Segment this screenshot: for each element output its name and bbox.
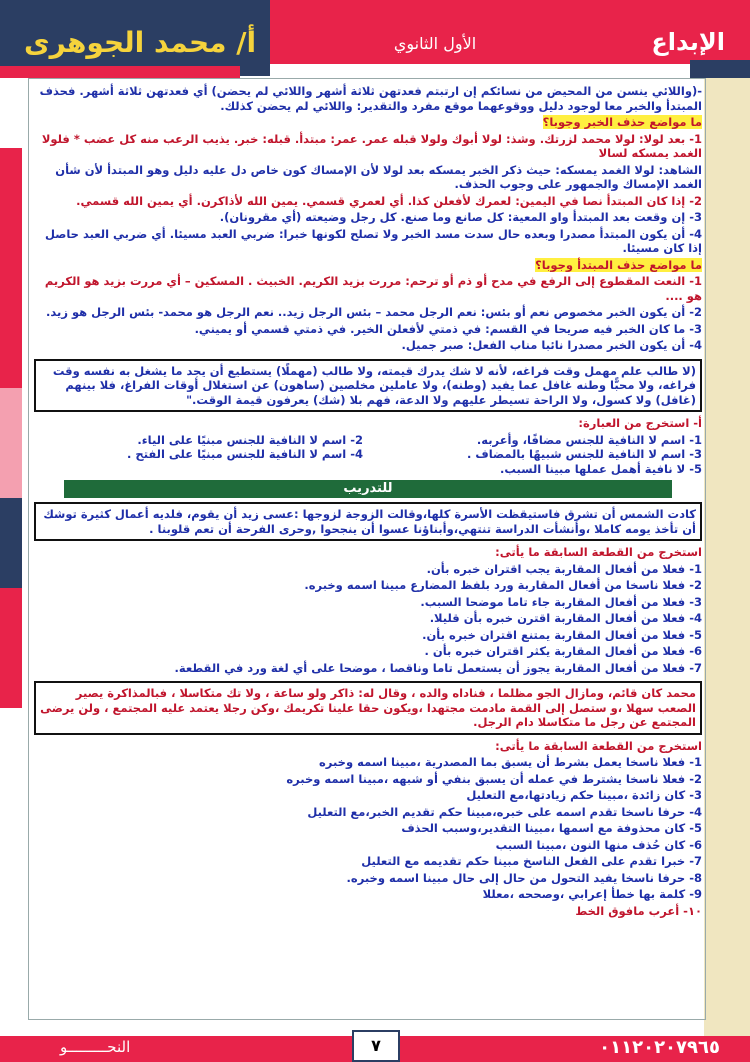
text-line: 2- إذا كان المبتدأ نصا في اليمين: لعمرك لأفعلن كذا. أي لعمري قسمي. يمين الله لأذاكرن. أي يمين الله قسمي. — [76, 193, 702, 208]
exercise-item: 9- كلمة بها خطأ إعرابي ،وصححه ،معللا — [482, 887, 702, 901]
header-left-tab — [0, 66, 240, 78]
exercise-item: 1- فعلا ناسخا يعمل بشرط أن يسبق بما المصدرية ،مبينا اسمه وخبره — [319, 755, 702, 769]
side-decor-red — [0, 148, 22, 388]
exercise-item: 2- فعلا ناسخا يشترط في عمله أن يسبق بنفي أو شبهه ،مبينا اسمه وخبره — [286, 771, 702, 786]
page-title: الإبداع — [651, 28, 725, 56]
exercise-grid — [34, 433, 702, 477]
exercise-item: 3- اسم لا النافية للجنس شبيهًا بالمضاف . — [466, 447, 702, 461]
grade-label: الأول الثانوي — [393, 34, 477, 53]
exercise-item: 1- فعلا من أفعال المقاربة يجب اقتران خبره بأن. — [426, 561, 702, 576]
exercise-item: 1- اسم لا النافية للجنس مضافًا، وأعربه. — [476, 432, 702, 447]
section-question: ما مواضع حذف المبتدأ وجوبا؟ — [535, 257, 702, 272]
training-banner: للتدريب — [64, 480, 672, 498]
text-line: -(واللائي ينسن من المحيض من نسائكم إن ارتبتم فعدتهن ثلاثة أشهر واللائي لم يحضن) أي فعدتهن ثلاثة أشهر. فحذف المبتدأ والخبر معا لوجود دليل ووقوعهما موقع مفرد والتقدير: واللائي لم يحضن كذلك. — [39, 84, 702, 113]
header-right-tab — [690, 60, 750, 78]
exercise-item: 6- فعلا من أفعال المقاربة يكثر اقتران خبره بأن . — [424, 644, 702, 658]
text-line: الشاهد: لولا الغمد يمسكه: حيث ذكر الخبر يمسكه بعد لولا لأن الإمساك كون خاص دل عليه دليل وهو المبتدأ لأن شأن الغمد الإمساك والجمهور على وجوب الحذف. — [55, 162, 702, 191]
exercise-title: استخرج من القطعة السابقة ما يأتى: — [495, 545, 702, 559]
passage-box-2: كادت الشمس أن تشرق فاستيقظت الأسرة كلها،وقالت الزوجة لزوجها :عسى زيد أن يقوم، فلديه أعمال كثيرة توشك أن تأخذ يومه كاملا ،وأنشأت الدراسة تنتهي،وأبناؤنا عسوا أن ينجحوا ,وحرى الفرحة أن تعم قلوبنا . — [34, 502, 702, 541]
exercise-item: 5- لا نافية أهمل عملها مبينا السبب. — [500, 461, 702, 476]
right-margin-strip — [704, 78, 750, 1036]
exercise-item: 8- حرفا ناسخا يفيد التحول من حال إلى حال مبينا اسمه وخبره. — [346, 870, 702, 885]
text-line: 2- أن يكون الخبر مخصوص نعم أو بئس: نعم الرجل محمد – بئس الرجل زيد.. نعم الرجل هو محمد- بئس الرجل هو زيد. — [46, 305, 702, 319]
exercise-item: 5- فعلا من أفعال المقاربة يمتنع اقتران خبره بأن. — [422, 627, 702, 642]
exercise-item: 5- كان محذوفة مع اسمها ،مبينا التقدير،وسبب الحذف — [401, 821, 702, 835]
text-line: 4- أن يكون الخبر مصدرا نائبا مناب الفعل: صبر جميل. — [401, 338, 702, 352]
side-decor-pink — [0, 388, 22, 498]
exercise-item: 3- كان زائدة ،مبينا حكم زيادتها،مع التعليل — [466, 788, 702, 802]
exercise-item: 2- اسم لا النافية للجنس مبنيًا على الياء. — [137, 432, 363, 447]
exercise-item: 2- فعلا ناسخا من أفعال المقاربة ورد بلفظ المضارع مبينا اسمه وخبره. — [304, 578, 702, 592]
side-decor-red-2 — [0, 588, 22, 708]
text-line: 4- أن يكون المبتدأ مصدرا وبعده حال سدت مسد الخبر ولا تصلح لكونها خبرا: ضربي العبد مسيئا. أي ضربي العبد حاصل إذا كان مسيئا. — [44, 226, 702, 255]
text-line: 1- النعت المقطوع إلى الرفع في مدح أو ذم أو ترحم: مررت بزيد الكريم. الخبيث . المسكين – أي مررت بزيد هو الكريم هو .... — [44, 274, 702, 303]
page-number: ٧ — [352, 1030, 400, 1062]
text-line: 1- بعد لولا: لولا محمد لزرتك. وشذ: لولا أبوك ولولا قبله عمر. عمر: مبتدأ. قبله: خبر. يذيب الرعب منه كل عضب * فلولا الغمد يمسكه لسالا — [41, 131, 702, 160]
footer-subject: النحـــــــــو — [60, 1038, 131, 1056]
passage-box-3: محمد كان قائم، ومازال الجو مظلما ، فناداه والده ، وقال له: ذاكر ولو ساعة ، ولا تك متكاسلا ، فبالمذاكرة يصير الصعب سهلا ،و ستصل إلى القمة مادمت مجتهدا ،ويكون حقا علينا تكريمك ،وكن رجلا يعتمد عليه المجتمع ، ولن يرضى المجتمع عن رجل ما متكاسلا دام الرجل. — [34, 681, 702, 735]
exercise-title: أ- استخرج من العبارة: — [578, 416, 702, 430]
exercise-item: 7- فعلا من أفعال المقاربة يجوز أن يستعمل تاما وناقصا ، موضحا على أي لغة ورد في القطعة. — [174, 660, 702, 675]
header — [0, 0, 750, 78]
exercise-item: 4- فعلا من أفعال المقاربة اقترن خبره بأن قليلا. — [429, 611, 702, 625]
teacher-name: أ/ محمد الجوهرى — [23, 26, 257, 59]
section-question: ما مواضع حذف الخبر وجوبا؟ — [542, 115, 702, 129]
exercise-item: 3- فعلا من أفعال المقاربة جاء تاما موضحا السبب. — [420, 594, 702, 609]
text-line: 3- إن وقعت بعد المبتدأ واو المعية: كل صانع وما صنع. كل رجل وضيعته (أي مقرونان). — [219, 210, 702, 224]
exercise-item: 6- كان حُذف منها النون ،مبينا السبب — [495, 837, 702, 852]
text-line: 3- ما كان الخبر فيه صريحا في القسم: في ذمتي لأفعلن الخير. في ذمتي قسمي أو يميني. — [194, 321, 702, 336]
footer-phone: ٠١١٢٠٢٠٧٩٦٥ — [599, 1037, 720, 1058]
exercise-item: 7- خبرا تقدم على الفعل الناسخ مبينا حكم تقديمه مع التعليل — [361, 854, 702, 868]
side-decor-navy — [0, 498, 22, 588]
passage-box-1: (لا طالب علم مهمل وقت فراغه، لأنه لا شك يدرك قيمته، ولا طالب (مهملًا) يستطيع أن يجد ما يشغل به نفسه وقت فراغه، ولا محبًّا وطنه غافل عما يفيد (وطنه)، ولا عاملين مخلصين (ساهون) عن استغلال أوقات الفراغ، فلا بينهم (غافل) ولا كسول، ولا الراحة تسيطر عليهم ولا الدعة، فهم بلا (شك) يعرفون قيمة الوقت." — [34, 359, 702, 413]
exercise-item: 4- اسم لا النافية للجنس مبنيًا على الفتح . — [127, 447, 363, 461]
exercise-item: ١٠- أعرب مافوق الخط — [575, 903, 702, 918]
exercise-title: استخرج من القطعة السابقة ما يأتى: — [495, 738, 702, 753]
content — [34, 84, 702, 920]
exercise-item: 4- حرفا ناسخا تقدم اسمه على خبره،مبينا حكم تقديم الخبر،مع التعليل — [307, 804, 702, 819]
